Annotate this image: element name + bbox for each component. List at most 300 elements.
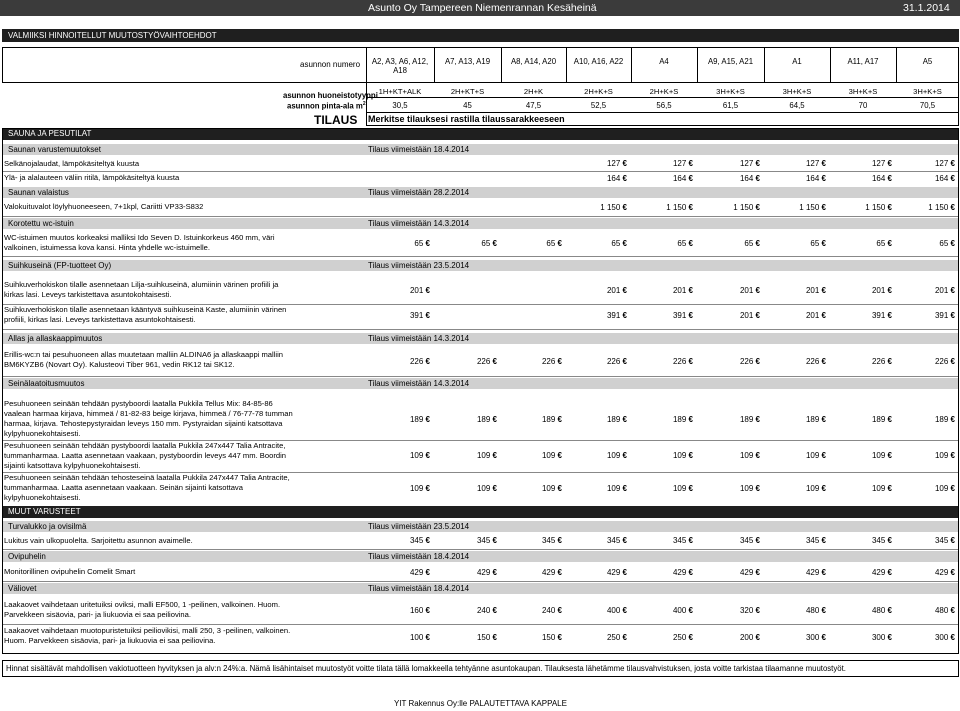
- euro-symbol: €: [490, 606, 497, 615]
- order-deadline: Tilaus viimeistään 23.5.2014: [368, 522, 470, 531]
- euro-symbol: €: [885, 357, 892, 366]
- euro-symbol: €: [885, 567, 892, 577]
- price-value: 189: [476, 414, 491, 424]
- price-value: 226: [409, 357, 424, 366]
- document-date: 31.1.2014: [903, 2, 950, 14]
- project-name: Asunto Oy Tampereen Niemenrannan Kesäheinä: [368, 2, 597, 14]
- price-value: 150: [476, 633, 491, 642]
- euro-symbol: €: [948, 484, 955, 493]
- price-value: 240: [541, 606, 556, 615]
- price-value: 480: [934, 606, 949, 615]
- type-cell: 2H+K+S: [584, 87, 613, 96]
- price-value: 164: [672, 174, 687, 183]
- euro-symbol: €: [819, 310, 826, 320]
- item-description: Pesuhuoneen seinään tehdään tehosteseinä laatalla Pukkila 247x447 Talia Antracite, tummanharmaa. Laatta asennetaan vaakaan. Seinän sijainti katsottava kylpyhuonekohtaisesti.: [4, 473, 290, 502]
- price-value: 65: [677, 238, 687, 248]
- euro-symbol: €: [948, 286, 955, 295]
- price-value: 429: [934, 567, 949, 577]
- euro-symbol: €: [620, 633, 627, 642]
- price-value: 400: [672, 606, 687, 615]
- price-value: 109: [476, 484, 491, 493]
- euro-symbol: €: [686, 484, 693, 493]
- price-value: 345: [805, 536, 820, 545]
- price-value: 127: [739, 159, 754, 168]
- price-value: 201: [934, 286, 949, 295]
- euro-symbol: €: [753, 174, 760, 183]
- price-value: 189: [871, 414, 886, 424]
- price-value: 127: [805, 159, 820, 168]
- group-title: Saunan valaistus: [8, 188, 69, 197]
- euro-symbol: €: [555, 567, 562, 577]
- price-value: 1 150: [928, 203, 949, 212]
- price-value: 345: [541, 536, 556, 545]
- price-value: 250: [606, 633, 621, 642]
- price-value: 345: [672, 536, 687, 545]
- group-title: Ovipuhelin: [8, 552, 46, 561]
- euro-symbol: €: [948, 357, 955, 366]
- euro-symbol: €: [885, 606, 892, 615]
- type-cell: 3H+K+S: [716, 87, 745, 96]
- price-value: 109: [739, 484, 754, 493]
- column-divider: [764, 47, 765, 83]
- item-description: Lukitus vain ulkopuolelta. Sarjoitettu asunnon avaimelle.: [4, 536, 193, 545]
- euro-symbol: €: [948, 159, 955, 168]
- euro-symbol: €: [686, 633, 693, 642]
- euro-symbol: €: [819, 536, 826, 545]
- euro-symbol: €: [490, 414, 497, 424]
- item-description: Monitorillinen ovipuhelin Comelit Smart: [4, 567, 136, 576]
- euro-symbol: €: [819, 357, 826, 366]
- price-value: 109: [672, 484, 687, 493]
- euro-symbol: €: [686, 536, 693, 545]
- euro-symbol: €: [686, 414, 693, 424]
- price-value: 164: [739, 174, 754, 183]
- column-divider: [830, 47, 831, 83]
- group-title: Turvalukko ja ovisilmä: [8, 522, 87, 531]
- return-copy-label: YIT Rakennus Oy:lle PALAUTETTAVA KAPPALE: [394, 699, 567, 708]
- price-value: 65: [744, 238, 754, 248]
- euro-symbol: €: [885, 238, 892, 248]
- price-value: 109: [606, 484, 621, 493]
- euro-symbol: €: [885, 203, 892, 212]
- euro-symbol: €: [819, 286, 826, 295]
- euro-symbol: €: [620, 567, 627, 577]
- table-frame: [2, 128, 959, 654]
- order-deadline: Tilaus viimeistään 28.2.2014: [368, 188, 470, 197]
- section-other-equipment: MUUT VARUSTEET: [2, 506, 959, 518]
- price-value: 164: [805, 174, 820, 183]
- price-value: 320: [739, 606, 754, 615]
- euro-symbol: €: [948, 633, 955, 642]
- euro-symbol: €: [885, 174, 892, 183]
- price-value: 226: [672, 357, 687, 366]
- column-divider: [434, 47, 435, 83]
- euro-symbol: €: [819, 451, 826, 460]
- area-cell: 52,5: [590, 101, 607, 110]
- area-cell: 70,5: [919, 101, 936, 110]
- euro-symbol: €: [423, 238, 430, 248]
- euro-symbol: €: [686, 286, 693, 295]
- type-cell: 3H+K+S: [913, 87, 942, 96]
- order-deadline: Tilaus viimeistään 14.3.2014: [368, 379, 470, 388]
- price-value: 391: [934, 310, 949, 320]
- euro-symbol: €: [620, 310, 627, 320]
- euro-symbol: €: [686, 238, 693, 248]
- price-value: 1 150: [865, 203, 886, 212]
- price-value: 226: [871, 357, 886, 366]
- price-value: 226: [606, 357, 621, 366]
- euro-symbol: €: [555, 451, 562, 460]
- euro-symbol: €: [819, 606, 826, 615]
- euro-symbol: €: [423, 414, 430, 424]
- price-value: 109: [606, 451, 621, 460]
- price-note: Hinnat sisältävät mahdollisen vakiotuotteen hyvityksen ja alv:n 24%:a. Nämä lisähintaiset muutostyöt voitte tilata tällä lomakkeella tehtyänne asuntokaupan. Tilauksesta lähetämme tilausvahvistuksen, josta voitte tarkistaa tilaamanne muutostyöt.: [2, 660, 959, 677]
- number-cell: A2, A3, A6, A12, A18: [371, 57, 429, 75]
- price-value: 189: [934, 414, 949, 424]
- price-value: 65: [414, 238, 424, 248]
- price-value: 480: [805, 606, 820, 615]
- number-cell: A9, A15, A21: [707, 57, 754, 66]
- price-value: 65: [481, 238, 491, 248]
- column-divider: [631, 47, 632, 83]
- euro-symbol: €: [620, 484, 627, 493]
- price-value: 201: [805, 310, 820, 320]
- price-value: 240: [476, 606, 491, 615]
- price-value: 109: [805, 451, 820, 460]
- price-value: 109: [672, 451, 687, 460]
- item-description: Laakaovet vaihdetaan uritetuiksi oviksi, malli EF500, 1 -peilinen, valkoinen. Huom. Parvekkeen sisäovia, pari- ja liukuovia ei saa peiliovina.: [4, 600, 281, 619]
- euro-symbol: €: [819, 633, 826, 642]
- type-cell: 3H+K+S: [848, 87, 878, 96]
- column-divider: [366, 47, 367, 83]
- price-value: 300: [934, 633, 949, 642]
- euro-symbol: €: [948, 567, 955, 577]
- price-value: 100: [409, 633, 424, 642]
- price-value: 189: [541, 414, 556, 424]
- area-cell: 70: [858, 101, 868, 110]
- euro-symbol: €: [686, 357, 693, 366]
- euro-symbol: €: [753, 536, 760, 545]
- price-value: 109: [805, 484, 820, 493]
- price-value: 226: [541, 357, 556, 366]
- price-value: 391: [672, 310, 687, 320]
- order-deadline: Tilaus viimeistään 18.4.2014: [368, 145, 470, 154]
- price-value: 429: [476, 567, 491, 577]
- group-title: Väliovet: [8, 584, 37, 593]
- euro-symbol: €: [885, 633, 892, 642]
- price-value: 109: [871, 451, 886, 460]
- price-value: 109: [934, 451, 949, 460]
- price-value: 345: [739, 536, 754, 545]
- type-cell: 1H+KT+ALK: [378, 87, 422, 96]
- euro-symbol: €: [555, 536, 562, 545]
- euro-symbol: €: [819, 567, 826, 577]
- price-value: 345: [606, 536, 621, 545]
- price-value: 109: [409, 451, 424, 460]
- price-value: 65: [810, 238, 820, 248]
- apartment-type-label: asunnon huoneistotyyppi: [283, 91, 378, 100]
- price-value: 429: [672, 567, 687, 577]
- price-value: 200: [739, 633, 754, 642]
- price-value: 201: [739, 310, 754, 320]
- euro-symbol: €: [753, 286, 760, 295]
- item-description: Valokuituvalot löylyhuoneeseen, 7+1kpl, Cariitti VP33-S832: [4, 202, 204, 211]
- euro-symbol: €: [620, 286, 627, 295]
- euro-symbol: €: [819, 238, 826, 248]
- item-description: Suihkuverhokiskon tilalle asennetaan Lilja-suihkuseinä, alumiinin värinen profiili ja kirkas lasi. Leveys tarkistettava asuntokohtaisesti.: [4, 280, 279, 299]
- price-value: 429: [409, 567, 424, 577]
- euro-symbol: €: [620, 414, 627, 424]
- euro-symbol: €: [885, 310, 892, 320]
- price-value: 201: [606, 286, 621, 295]
- euro-symbol: €: [819, 484, 826, 493]
- price-value: 65: [611, 238, 621, 248]
- euro-symbol: €: [885, 414, 892, 424]
- euro-symbol: €: [423, 633, 430, 642]
- euro-symbol: €: [555, 606, 562, 615]
- euro-symbol: €: [620, 536, 627, 545]
- tilaus-label: TILAUS: [314, 113, 358, 127]
- price-value: 189: [805, 414, 820, 424]
- price-value: 201: [409, 286, 424, 295]
- price-value: 150: [541, 633, 556, 642]
- item-description: Ylä- ja alalauteen väliin ritilä, lämpökäsiteltyä kuusta: [4, 173, 180, 182]
- apartment-numbers-label: asunnon numero: [300, 60, 361, 69]
- price-value: 226: [739, 357, 754, 366]
- type-cell: 2H+KT+S: [450, 87, 485, 96]
- euro-symbol: €: [753, 606, 760, 615]
- euro-symbol: €: [948, 174, 955, 183]
- price-value: 164: [871, 174, 886, 183]
- price-value: 429: [805, 567, 820, 577]
- euro-symbol: €: [948, 238, 955, 248]
- price-value: 189: [606, 414, 621, 424]
- item-description: Suihkuverhokiskon tilalle asennetaan kääntyvä suihkuseinä Kaste, alumiinin värinen profiili, kirkas lasi. Leveys tarkistettava asuntokohtaisesti.: [4, 305, 287, 324]
- price-value: 127: [606, 159, 621, 168]
- price-value: 391: [871, 310, 886, 320]
- euro-symbol: €: [819, 203, 826, 212]
- price-value: 109: [541, 451, 556, 460]
- euro-symbol: €: [885, 536, 892, 545]
- price-value: 391: [606, 310, 621, 320]
- price-value: 189: [672, 414, 687, 424]
- number-cell: A1: [792, 57, 802, 66]
- type-cell: 3H+K+S: [782, 87, 812, 96]
- euro-symbol: €: [753, 238, 760, 248]
- euro-symbol: €: [490, 484, 497, 493]
- euro-symbol: €: [819, 414, 826, 424]
- order-deadline: Tilaus viimeistään 14.3.2014: [368, 219, 470, 228]
- area-cell: 61,5: [722, 101, 739, 110]
- euro-symbol: €: [686, 159, 693, 168]
- euro-symbol: €: [620, 174, 627, 183]
- euro-symbol: €: [686, 451, 693, 460]
- euro-symbol: €: [555, 633, 562, 642]
- tilaus-instruction-box: [366, 112, 959, 126]
- page-header-bar: [0, 0, 960, 16]
- price-value: 160: [409, 606, 424, 615]
- euro-symbol: €: [948, 310, 955, 320]
- price-value: 1 150: [666, 203, 687, 212]
- euro-symbol: €: [490, 633, 497, 642]
- price-value: 164: [606, 174, 621, 183]
- group-title: Korotettu wc-istuin: [8, 219, 74, 228]
- group-title: Allas ja allaskaappimuutos: [8, 334, 103, 343]
- euro-symbol: €: [620, 203, 627, 212]
- euro-symbol: €: [753, 310, 760, 320]
- price-value: 65: [876, 238, 886, 248]
- euro-symbol: €: [490, 536, 497, 545]
- number-cell: A8, A14, A20: [510, 57, 557, 66]
- type-cell: 2H+K+S: [649, 87, 679, 96]
- price-value: 226: [805, 357, 820, 366]
- price-value: 300: [871, 633, 886, 642]
- group-title: Seinälaatoitusmuutos: [8, 379, 85, 388]
- price-value: 226: [476, 357, 491, 366]
- item-description: WC-istuimen muutos korkeaksi malliksi Ido Seven D. Istuinkorkeus 460 mm, väri valkoinen, istuimessa kova kansi. Hinta yhdelle wc-istuimelle.: [4, 233, 275, 252]
- price-value: 250: [672, 633, 687, 642]
- euro-symbol: €: [555, 414, 562, 424]
- euro-symbol: €: [753, 203, 760, 212]
- euro-symbol: €: [819, 159, 826, 168]
- order-deadline: Tilaus viimeistään 23.5.2014: [368, 261, 470, 270]
- euro-symbol: €: [620, 238, 627, 248]
- euro-symbol: €: [620, 357, 627, 366]
- euro-symbol: €: [423, 606, 430, 615]
- price-value: 109: [739, 451, 754, 460]
- euro-symbol: €: [753, 159, 760, 168]
- header-rule: [366, 97, 959, 98]
- euro-symbol: €: [753, 567, 760, 577]
- euro-symbol: €: [555, 357, 562, 366]
- price-value: 65: [939, 238, 949, 248]
- euro-symbol: €: [490, 451, 497, 460]
- euro-symbol: €: [948, 606, 955, 615]
- price-value: 109: [541, 484, 556, 493]
- group-title: Saunan varustemuutokset: [8, 145, 101, 154]
- form-title: VALMIIKSI HINNOITELLUT MUUTOSTYÖVAIHTOEHDOT: [2, 29, 959, 42]
- price-value: 300: [805, 633, 820, 642]
- item-description: Pesuhuoneen seinään tehdään pystyboordi laatalla Pukkila Tellus Mix: 84-85-86 vaalean harmaa kirjava, himmeä / 81-82-83 beige kirjava, himmeä / 76-77-78 tumman harmaa, kirjava. Tehostepystyraidan leveys 150 mm. Pystyraidan sijainti katsottava kylpyhuonekohtaisesti.: [4, 399, 293, 438]
- euro-symbol: €: [753, 357, 760, 366]
- price-value: 345: [476, 536, 491, 545]
- price-value: 127: [871, 159, 886, 168]
- euro-symbol: €: [555, 484, 562, 493]
- price-value: 189: [409, 414, 424, 424]
- euro-symbol: €: [753, 414, 760, 424]
- euro-symbol: €: [555, 238, 562, 248]
- price-value: 109: [871, 484, 886, 493]
- area-cell: 47,5: [525, 101, 542, 110]
- price-value: 345: [934, 536, 949, 545]
- euro-symbol: €: [686, 567, 693, 577]
- euro-symbol: €: [620, 159, 627, 168]
- price-value: 429: [871, 567, 886, 577]
- number-cell: A7, A13, A19: [444, 57, 491, 66]
- euro-symbol: €: [948, 203, 955, 212]
- euro-symbol: €: [753, 451, 760, 460]
- tilaus-instruction: Merkitse tilauksesi rastilla tilaussarakkeeseen: [368, 114, 565, 124]
- price-value: 1 150: [600, 203, 621, 212]
- euro-symbol: €: [819, 174, 826, 183]
- euro-symbol: €: [423, 451, 430, 460]
- price-value: 109: [476, 451, 491, 460]
- price-value: 345: [409, 536, 424, 545]
- item-description: Selkänojalaudat, lämpökäsiteltyä kuusta: [4, 159, 140, 168]
- price-value: 1 150: [733, 203, 754, 212]
- euro-symbol: €: [885, 159, 892, 168]
- item-description: Pesuhuoneen seinään tehdään pystyboordi laatalla Pukkila 247x447 Talia Antracite, tummanharmaa. Laatta asennetaan vaakaan, pystyboordin leveys 447 mm. Boordin sijainti katsottava kylpyhuonekohtaisesti.: [4, 441, 286, 470]
- euro-symbol: €: [686, 174, 693, 183]
- order-deadline: Tilaus viimeistään 18.4.2014: [368, 552, 470, 561]
- euro-symbol: €: [490, 357, 497, 366]
- euro-symbol: €: [686, 203, 693, 212]
- type-cell: 2H+K: [523, 87, 544, 96]
- euro-symbol: €: [885, 451, 892, 460]
- area-cell: 64,5: [789, 101, 805, 110]
- price-value: 127: [934, 159, 949, 168]
- column-divider: [697, 47, 698, 83]
- area-cell: 45: [463, 101, 472, 110]
- item-description: Laakaovet vaihdetaan muotopuristetuiksi peiliovikisi, malli 250, 3 -peilinen, valkoinen. Huom. Parvekkeen sisäovia, pari- ja liukuovia ei saa peiliovina.: [4, 626, 291, 645]
- order-deadline: Tilaus viimeistään 14.3.2014: [368, 334, 470, 343]
- euro-symbol: €: [423, 286, 430, 295]
- euro-symbol: €: [753, 633, 760, 642]
- euro-symbol: €: [620, 451, 627, 460]
- number-cell: A11, A17: [847, 57, 879, 66]
- price-value: 429: [541, 567, 556, 577]
- price-value: 201: [739, 286, 754, 295]
- area-cell: 56,5: [656, 101, 672, 110]
- price-value: 429: [606, 567, 621, 577]
- price-value: 127: [672, 159, 687, 168]
- euro-symbol: €: [686, 310, 693, 320]
- order-deadline: Tilaus viimeistään 18.4.2014: [368, 584, 470, 593]
- euro-symbol: €: [423, 310, 430, 320]
- area-cell: 30,5: [392, 101, 408, 110]
- price-value: 400: [606, 606, 621, 615]
- euro-symbol: €: [490, 567, 497, 577]
- euro-symbol: €: [686, 606, 693, 615]
- number-cell: A5: [922, 57, 933, 66]
- price-value: 226: [934, 357, 949, 366]
- price-value: 201: [672, 286, 687, 295]
- price-value: 109: [934, 484, 949, 493]
- price-value: 109: [409, 484, 424, 493]
- euro-symbol: €: [423, 357, 430, 366]
- euro-symbol: €: [423, 484, 430, 493]
- euro-symbol: €: [885, 484, 892, 493]
- euro-symbol: €: [948, 536, 955, 545]
- column-divider: [896, 47, 897, 83]
- price-value: 164: [934, 174, 949, 183]
- apartment-area-label: asunnon pinta-ala $m^2$: [287, 101, 366, 111]
- price-value: 201: [805, 286, 820, 295]
- group-title: Suihkuseinä (FP-tuotteet Oy): [8, 261, 112, 270]
- euro-symbol: €: [885, 286, 892, 295]
- euro-symbol: €: [423, 567, 430, 577]
- price-value: 65: [546, 238, 556, 248]
- euro-symbol: €: [948, 451, 955, 460]
- price-value: 189: [739, 414, 754, 424]
- price-value: 345: [871, 536, 886, 545]
- price-value: 480: [871, 606, 886, 615]
- price-value: 1 150: [799, 203, 820, 212]
- euro-symbol: €: [753, 484, 760, 493]
- column-divider: [566, 47, 567, 83]
- euro-symbol: €: [948, 414, 955, 424]
- price-value: 201: [871, 286, 886, 295]
